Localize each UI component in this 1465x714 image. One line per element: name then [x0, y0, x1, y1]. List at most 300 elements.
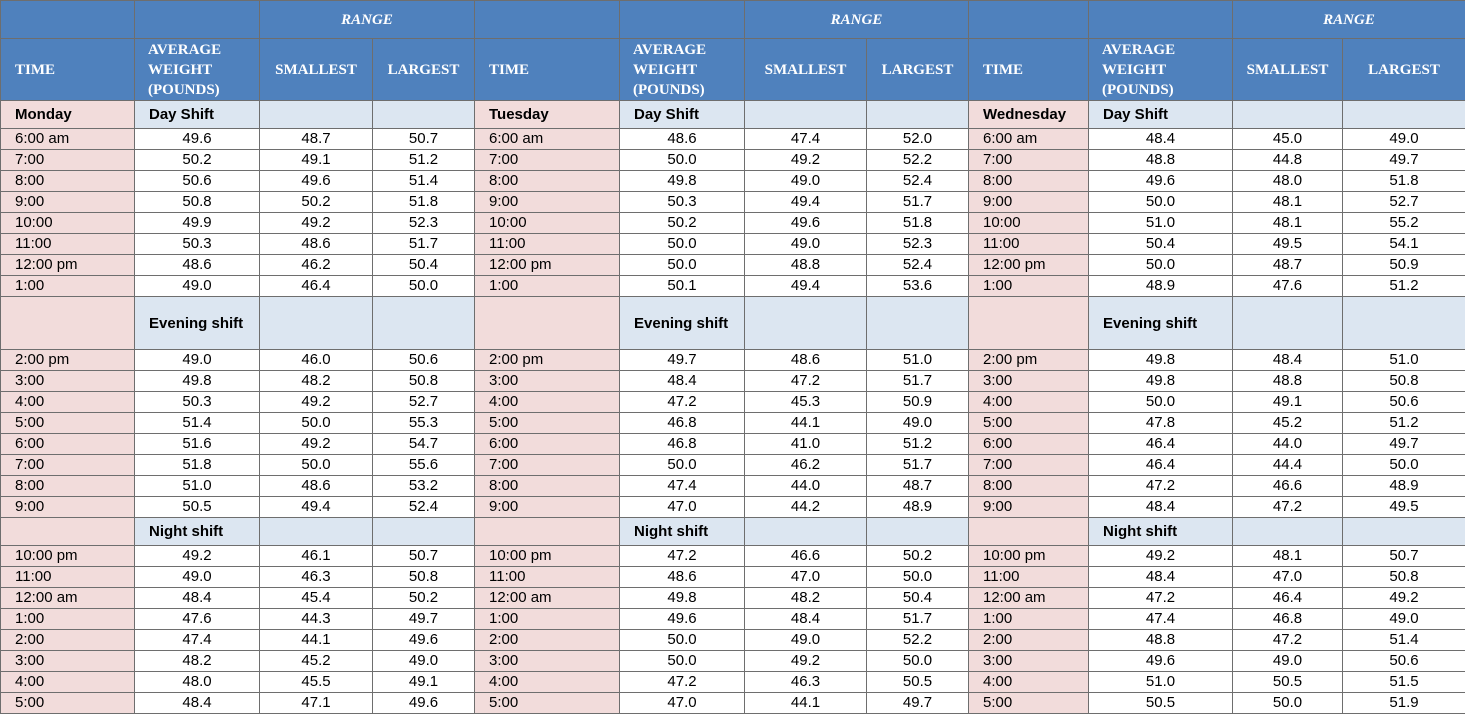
smallest-cell: 49.6	[260, 171, 373, 192]
blank-range-cell	[1343, 518, 1465, 546]
smallest-cell: 46.2	[745, 455, 867, 476]
shift-label-row	[1, 518, 1465, 546]
smallest-cell: 46.6	[1233, 476, 1343, 497]
average-weight-cell: 50.6	[135, 171, 260, 192]
average-weight-cell: 50.0	[620, 150, 745, 171]
time-cell: 1:00	[1, 609, 135, 630]
average-weight-header: AVERAGE WEIGHT (POUNDS)	[1089, 39, 1233, 101]
time-header: TIME	[969, 39, 1089, 101]
average-weight-cell: 51.6	[135, 434, 260, 455]
table-row	[1, 476, 1465, 497]
time-cell: 10:00 pm	[969, 546, 1089, 567]
shift-label: Day Shift	[620, 101, 745, 129]
average-weight-header: AVERAGE WEIGHT (POUNDS)	[135, 39, 260, 101]
largest-cell: 49.6	[373, 630, 475, 651]
time-cell: 12:00 am	[475, 588, 620, 609]
average-weight-cell: 47.4	[135, 630, 260, 651]
blank-range-cell	[373, 101, 475, 129]
table-row	[1, 350, 1465, 371]
time-cell: 5:00	[969, 413, 1089, 434]
smallest-cell: 47.2	[1233, 630, 1343, 651]
average-weight-cell: 49.8	[1089, 371, 1233, 392]
smallest-cell: 48.2	[260, 371, 373, 392]
smallest-cell: 48.6	[260, 234, 373, 255]
smallest-cell: 47.0	[1233, 567, 1343, 588]
time-cell: 5:00	[475, 693, 620, 714]
smallest-cell: 44.3	[260, 609, 373, 630]
smallest-cell: 50.0	[1233, 693, 1343, 714]
smallest-cell: 48.1	[1233, 192, 1343, 213]
smallest-cell: 44.1	[260, 630, 373, 651]
average-weight-cell: 48.6	[620, 129, 745, 150]
smallest-cell: 46.4	[260, 276, 373, 297]
blank-time-cell	[1, 518, 135, 546]
range-header: RANGE	[745, 1, 969, 39]
blank-range-cell	[1233, 101, 1343, 129]
average-weight-cell: 49.0	[135, 276, 260, 297]
average-weight-cell: 50.3	[135, 392, 260, 413]
blank-range-cell	[867, 518, 969, 546]
time-cell: 2:00	[475, 630, 620, 651]
average-weight-cell: 51.4	[135, 413, 260, 434]
largest-cell: 51.4	[1343, 630, 1465, 651]
average-weight-cell: 48.4	[620, 371, 745, 392]
average-weight-cell: 49.0	[135, 567, 260, 588]
smallest-cell: 45.2	[1233, 413, 1343, 434]
average-weight-cell: 49.8	[1089, 350, 1233, 371]
largest-cell: 50.9	[867, 392, 969, 413]
table-row	[1, 434, 1465, 455]
largest-cell: 51.7	[867, 192, 969, 213]
table-row	[1, 171, 1465, 192]
blank-time-cell	[969, 518, 1089, 546]
table-row	[1, 192, 1465, 213]
time-cell: 7:00	[969, 455, 1089, 476]
smallest-cell: 46.8	[1233, 609, 1343, 630]
largest-cell: 48.9	[1343, 476, 1465, 497]
time-cell: 8:00	[475, 476, 620, 497]
average-weight-cell: 46.4	[1089, 455, 1233, 476]
table-row	[1, 255, 1465, 276]
largest-cell: 50.0	[1343, 455, 1465, 476]
shift-label: Evening shift	[620, 297, 745, 350]
smallest-cell: 48.8	[745, 255, 867, 276]
time-cell: 6:00 am	[969, 129, 1089, 150]
table-row	[1, 371, 1465, 392]
smallest-cell: 48.1	[1233, 546, 1343, 567]
average-weight-cell: 49.6	[135, 129, 260, 150]
average-weight-cell: 48.8	[1089, 150, 1233, 171]
header-blank-cell	[1, 1, 135, 39]
blank-range-cell	[867, 101, 969, 129]
blank-range-cell	[1233, 518, 1343, 546]
smallest-cell: 47.0	[745, 567, 867, 588]
average-weight-cell: 47.0	[620, 497, 745, 518]
average-weight-cell: 51.0	[135, 476, 260, 497]
table-row	[1, 413, 1465, 434]
average-weight-cell: 49.8	[620, 171, 745, 192]
time-cell: 7:00	[1, 150, 135, 171]
largest-cell: 54.1	[1343, 234, 1465, 255]
blank-range-cell	[745, 101, 867, 129]
average-weight-cell: 49.2	[135, 546, 260, 567]
average-weight-cell: 49.9	[135, 213, 260, 234]
largest-cell: 55.6	[373, 455, 475, 476]
time-cell: 5:00	[1, 693, 135, 714]
average-weight-cell: 50.0	[1089, 392, 1233, 413]
time-header: TIME	[1, 39, 135, 101]
average-weight-cell: 50.8	[135, 192, 260, 213]
time-cell: 6:00	[475, 434, 620, 455]
table-row	[1, 567, 1465, 588]
smallest-cell: 48.4	[745, 609, 867, 630]
largest-cell: 49.0	[373, 651, 475, 672]
header-blank-cell	[620, 1, 745, 39]
day-name: Monday	[1, 101, 135, 129]
largest-cell: 50.4	[867, 588, 969, 609]
largest-cell: 55.2	[1343, 213, 1465, 234]
smallest-cell: 46.3	[260, 567, 373, 588]
blank-range-cell	[867, 297, 969, 350]
average-weight-cell: 50.0	[620, 630, 745, 651]
smallest-cell: 49.2	[260, 434, 373, 455]
largest-cell: 50.5	[867, 672, 969, 693]
range-header: RANGE	[1233, 1, 1465, 39]
smallest-cell: 50.0	[260, 413, 373, 434]
smallest-cell: 49.2	[745, 651, 867, 672]
smallest-cell: 48.0	[1233, 171, 1343, 192]
time-cell: 1:00	[969, 609, 1089, 630]
smallest-cell: 49.1	[260, 150, 373, 171]
blank-range-cell	[745, 518, 867, 546]
smallest-cell: 49.4	[745, 192, 867, 213]
average-weight-cell: 50.0	[620, 234, 745, 255]
largest-cell: 50.0	[373, 276, 475, 297]
table-row	[1, 588, 1465, 609]
largest-cell: 49.0	[1343, 609, 1465, 630]
largest-cell: 49.2	[1343, 588, 1465, 609]
average-weight-cell: 50.3	[620, 192, 745, 213]
time-cell: 7:00	[475, 150, 620, 171]
largest-cell: 50.8	[373, 567, 475, 588]
largest-cell: 52.0	[867, 129, 969, 150]
average-weight-cell: 48.4	[1089, 497, 1233, 518]
smallest-cell: 48.6	[745, 350, 867, 371]
header-blank-cell	[1089, 1, 1233, 39]
average-weight-cell: 48.2	[135, 651, 260, 672]
largest-cell: 51.8	[373, 192, 475, 213]
smallest-cell: 46.1	[260, 546, 373, 567]
smallest-header: SMALLEST	[260, 39, 373, 101]
table-row	[1, 546, 1465, 567]
header-blank-cell	[135, 1, 260, 39]
blank-time-cell	[969, 297, 1089, 350]
average-weight-cell: 47.8	[1089, 413, 1233, 434]
time-cell: 11:00	[969, 234, 1089, 255]
average-weight-cell: 46.4	[1089, 434, 1233, 455]
largest-cell: 51.2	[1343, 413, 1465, 434]
time-cell: 12:00 pm	[475, 255, 620, 276]
average-weight-cell: 51.0	[1089, 672, 1233, 693]
time-cell: 2:00 pm	[475, 350, 620, 371]
time-cell: 4:00	[475, 392, 620, 413]
smallest-cell: 49.0	[745, 234, 867, 255]
time-cell: 5:00	[969, 693, 1089, 714]
largest-header: LARGEST	[867, 39, 969, 101]
average-weight-cell: 50.0	[620, 255, 745, 276]
time-header: TIME	[475, 39, 620, 101]
blank-range-cell	[260, 297, 373, 350]
table-row	[1, 693, 1465, 714]
largest-cell: 49.1	[373, 672, 475, 693]
average-weight-cell: 50.0	[1089, 192, 1233, 213]
smallest-cell: 45.3	[745, 392, 867, 413]
average-weight-cell: 50.5	[135, 497, 260, 518]
blank-range-cell	[1343, 101, 1465, 129]
time-cell: 3:00	[1, 371, 135, 392]
largest-cell: 49.6	[373, 693, 475, 714]
largest-cell: 50.7	[373, 129, 475, 150]
average-weight-header: AVERAGE WEIGHT (POUNDS)	[620, 39, 745, 101]
average-weight-cell: 49.8	[135, 371, 260, 392]
largest-cell: 51.7	[867, 371, 969, 392]
time-cell: 10:00 pm	[475, 546, 620, 567]
smallest-cell: 50.5	[1233, 672, 1343, 693]
smallest-cell: 48.4	[1233, 350, 1343, 371]
table-row	[1, 276, 1465, 297]
time-cell: 6:00	[1, 434, 135, 455]
smallest-cell: 48.1	[1233, 213, 1343, 234]
time-cell: 6:00 am	[475, 129, 620, 150]
shift-label: Day Shift	[1089, 101, 1233, 129]
largest-cell: 50.6	[373, 350, 475, 371]
largest-cell: 50.0	[867, 567, 969, 588]
header-blank-cell	[475, 1, 620, 39]
time-cell: 12:00 am	[969, 588, 1089, 609]
average-weight-cell: 49.6	[1089, 171, 1233, 192]
smallest-cell: 49.4	[260, 497, 373, 518]
largest-cell: 48.7	[867, 476, 969, 497]
table-body	[1, 1, 1465, 714]
time-cell: 2:00 pm	[1, 350, 135, 371]
shift-label-row	[1, 101, 1465, 129]
smallest-cell: 47.2	[1233, 497, 1343, 518]
time-cell: 5:00	[1, 413, 135, 434]
time-cell: 11:00	[969, 567, 1089, 588]
time-cell: 1:00	[969, 276, 1089, 297]
smallest-cell: 50.2	[260, 192, 373, 213]
time-cell: 10:00	[969, 213, 1089, 234]
smallest-cell: 49.0	[1233, 651, 1343, 672]
largest-cell: 51.7	[867, 455, 969, 476]
smallest-cell: 47.2	[745, 371, 867, 392]
largest-cell: 49.7	[867, 693, 969, 714]
average-weight-cell: 47.2	[620, 392, 745, 413]
smallest-cell: 49.2	[745, 150, 867, 171]
time-cell: 1:00	[475, 276, 620, 297]
time-cell: 12:00 pm	[969, 255, 1089, 276]
largest-cell: 52.3	[867, 234, 969, 255]
blank-range-cell	[1233, 297, 1343, 350]
average-weight-cell: 47.4	[620, 476, 745, 497]
time-cell: 1:00	[475, 609, 620, 630]
largest-cell: 49.7	[1343, 434, 1465, 455]
time-cell: 12:00 am	[1, 588, 135, 609]
time-cell: 3:00	[475, 371, 620, 392]
time-cell: 7:00	[969, 150, 1089, 171]
time-cell: 3:00	[969, 371, 1089, 392]
largest-cell: 52.4	[867, 171, 969, 192]
largest-header: LARGEST	[1343, 39, 1465, 101]
time-cell: 4:00	[1, 392, 135, 413]
time-cell: 9:00	[475, 497, 620, 518]
blank-time-cell	[475, 518, 620, 546]
header-range-row	[1, 1, 1465, 39]
average-weight-cell: 50.5	[1089, 693, 1233, 714]
smallest-cell: 44.0	[745, 476, 867, 497]
time-cell: 10:00 pm	[1, 546, 135, 567]
shift-label: Evening shift	[135, 297, 260, 350]
largest-cell: 50.8	[373, 371, 475, 392]
time-cell: 6:00	[969, 434, 1089, 455]
average-weight-cell: 50.0	[620, 651, 745, 672]
shift-label: Night shift	[135, 518, 260, 546]
time-cell: 11:00	[1, 234, 135, 255]
average-weight-cell: 50.1	[620, 276, 745, 297]
largest-cell: 49.0	[867, 413, 969, 434]
average-weight-cell: 49.8	[620, 588, 745, 609]
time-cell: 12:00 pm	[1, 255, 135, 276]
average-weight-cell: 51.8	[135, 455, 260, 476]
average-weight-cell: 47.2	[620, 672, 745, 693]
time-cell: 8:00	[969, 476, 1089, 497]
table-row	[1, 630, 1465, 651]
time-cell: 11:00	[1, 567, 135, 588]
smallest-cell: 45.0	[1233, 129, 1343, 150]
smallest-cell: 47.1	[260, 693, 373, 714]
smallest-cell: 46.3	[745, 672, 867, 693]
shift-label: Night shift	[620, 518, 745, 546]
largest-cell: 52.2	[867, 630, 969, 651]
largest-cell: 51.7	[373, 234, 475, 255]
shift-label: Day Shift	[135, 101, 260, 129]
average-weight-cell: 50.2	[135, 150, 260, 171]
largest-cell: 51.5	[1343, 672, 1465, 693]
average-weight-cell: 48.8	[1089, 630, 1233, 651]
smallest-cell: 49.2	[260, 392, 373, 413]
largest-cell: 51.2	[373, 150, 475, 171]
time-cell: 5:00	[475, 413, 620, 434]
largest-cell: 49.7	[373, 609, 475, 630]
average-weight-cell: 47.2	[620, 546, 745, 567]
blank-range-cell	[260, 518, 373, 546]
shift-label: Night shift	[1089, 518, 1233, 546]
largest-cell: 51.9	[1343, 693, 1465, 714]
smallest-cell: 46.2	[260, 255, 373, 276]
average-weight-cell: 49.7	[620, 350, 745, 371]
header-columns-row	[1, 39, 1465, 101]
time-cell: 11:00	[475, 567, 620, 588]
average-weight-cell: 47.6	[135, 609, 260, 630]
table-row	[1, 392, 1465, 413]
largest-cell: 50.4	[373, 255, 475, 276]
largest-cell: 50.6	[1343, 392, 1465, 413]
time-cell: 8:00	[475, 171, 620, 192]
table-row	[1, 672, 1465, 693]
smallest-cell: 49.0	[745, 171, 867, 192]
largest-cell: 50.7	[373, 546, 475, 567]
largest-cell: 52.4	[373, 497, 475, 518]
largest-cell: 51.2	[1343, 276, 1465, 297]
time-cell: 11:00	[475, 234, 620, 255]
largest-cell: 52.4	[867, 255, 969, 276]
largest-cell: 51.2	[867, 434, 969, 455]
smallest-header: SMALLEST	[1233, 39, 1343, 101]
average-weight-cell: 48.6	[620, 567, 745, 588]
table-row	[1, 213, 1465, 234]
largest-cell: 54.7	[373, 434, 475, 455]
time-cell: 1:00	[1, 276, 135, 297]
average-weight-cell: 47.4	[1089, 609, 1233, 630]
smallest-cell: 50.0	[260, 455, 373, 476]
largest-cell: 52.7	[1343, 192, 1465, 213]
smallest-cell: 41.0	[745, 434, 867, 455]
header-blank-cell	[969, 1, 1089, 39]
largest-cell: 49.5	[1343, 497, 1465, 518]
range-header: RANGE	[260, 1, 475, 39]
blank-range-cell	[373, 297, 475, 350]
average-weight-cell: 48.9	[1089, 276, 1233, 297]
largest-cell: 50.8	[1343, 371, 1465, 392]
time-cell: 3:00	[475, 651, 620, 672]
smallest-cell: 45.5	[260, 672, 373, 693]
smallest-header: SMALLEST	[745, 39, 867, 101]
smallest-cell: 49.6	[745, 213, 867, 234]
average-weight-cell: 46.8	[620, 413, 745, 434]
smallest-cell: 46.0	[260, 350, 373, 371]
time-cell: 9:00	[1, 192, 135, 213]
table-row	[1, 234, 1465, 255]
time-cell: 9:00	[475, 192, 620, 213]
smallest-cell: 49.1	[1233, 392, 1343, 413]
average-weight-cell: 47.2	[1089, 588, 1233, 609]
smallest-cell: 44.1	[745, 413, 867, 434]
largest-cell: 51.0	[867, 350, 969, 371]
day-name: Tuesday	[475, 101, 620, 129]
average-weight-cell: 49.6	[620, 609, 745, 630]
smallest-cell: 48.8	[1233, 371, 1343, 392]
average-weight-cell: 50.4	[1089, 234, 1233, 255]
largest-cell: 51.7	[867, 609, 969, 630]
time-cell: 7:00	[475, 455, 620, 476]
smallest-cell: 46.4	[1233, 588, 1343, 609]
average-weight-cell: 49.2	[1089, 546, 1233, 567]
largest-cell: 50.2	[867, 546, 969, 567]
smallest-cell: 47.4	[745, 129, 867, 150]
time-cell: 4:00	[475, 672, 620, 693]
blank-range-cell	[260, 101, 373, 129]
day-name: Wednesday	[969, 101, 1089, 129]
average-weight-cell: 48.4	[1089, 567, 1233, 588]
largest-header: LARGEST	[373, 39, 475, 101]
blank-time-cell	[475, 297, 620, 350]
average-weight-cell: 49.0	[135, 350, 260, 371]
average-weight-cell: 46.8	[620, 434, 745, 455]
largest-cell: 51.8	[867, 213, 969, 234]
smallest-cell: 47.6	[1233, 276, 1343, 297]
table-row	[1, 497, 1465, 518]
largest-cell: 51.0	[1343, 350, 1465, 371]
